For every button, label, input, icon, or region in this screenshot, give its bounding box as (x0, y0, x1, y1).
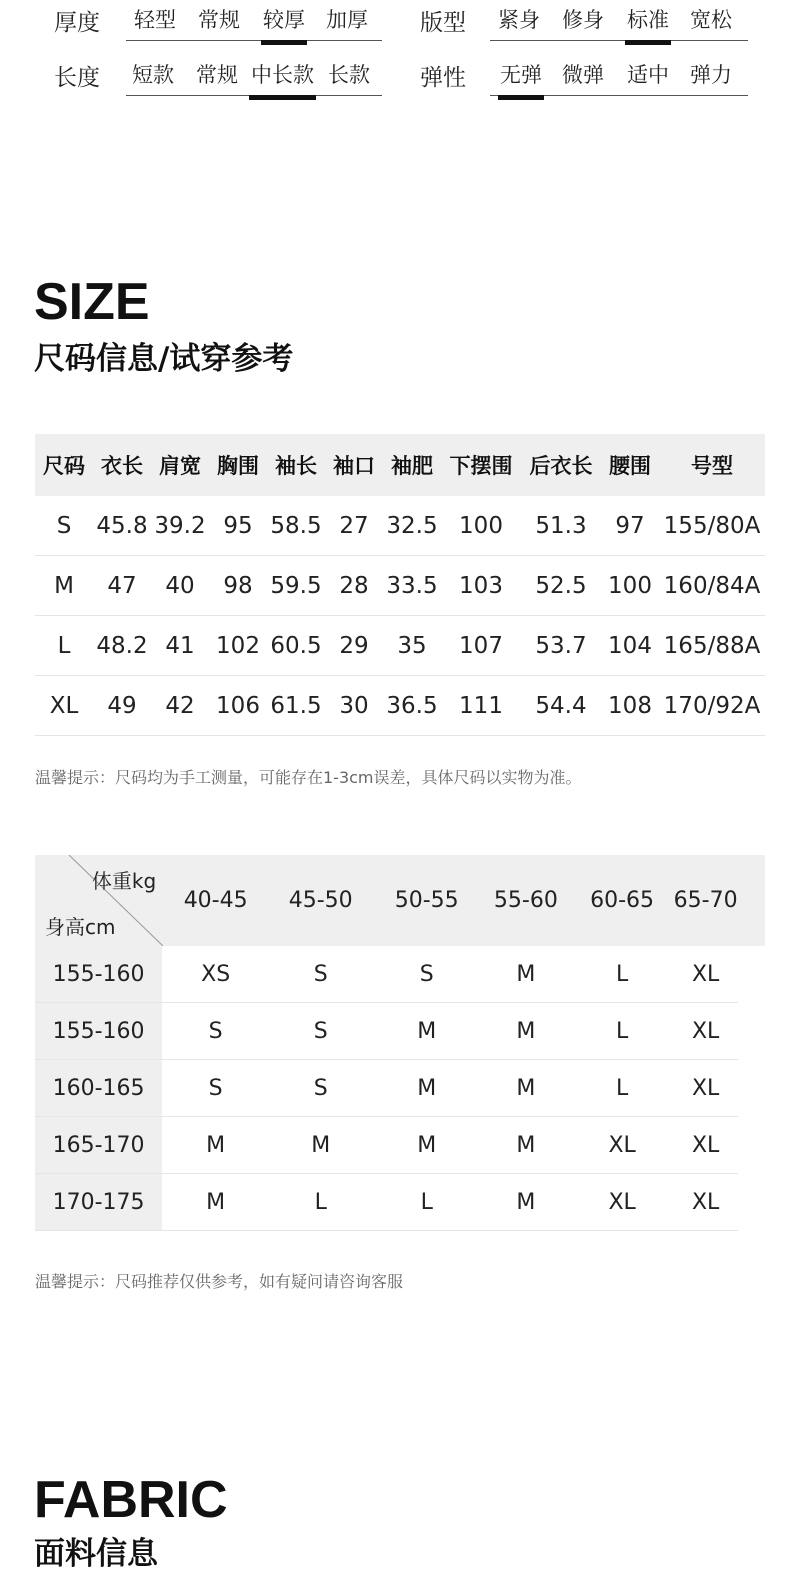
table-cell: 160/84A (659, 556, 765, 616)
size-cell: M (481, 1117, 570, 1174)
attr-option: 弹力 (690, 63, 732, 87)
attr-option-selected: 较厚 (263, 4, 305, 34)
header-cell: 号型 (659, 434, 765, 496)
height-axis-label: 身高cm (45, 915, 116, 939)
weight-header: 55-60 (481, 855, 570, 946)
size-cell: XS (162, 946, 269, 1003)
table-cell: 49 (93, 676, 151, 736)
size-cell: L (372, 1174, 481, 1231)
table-cell: S (35, 496, 93, 556)
header-spacer (738, 855, 765, 946)
size-cell: M (481, 1174, 570, 1231)
header-cell: 下摆围 (441, 434, 521, 496)
table-cell: 48.2 (93, 616, 151, 676)
attr-option: 紧身 (498, 8, 540, 32)
attr-options (126, 55, 382, 96)
header-cell: 尺码 (35, 434, 93, 496)
table-cell: 98 (209, 556, 267, 616)
table-cell: 170/92A (659, 676, 765, 736)
size-table-header (35, 434, 765, 496)
size-cell: M (481, 946, 570, 1003)
table-row (35, 946, 765, 1003)
attr-option: 加厚 (326, 8, 368, 32)
size-cell: L (571, 1060, 674, 1117)
size-cell: L (571, 1003, 674, 1060)
table-cell: 27 (325, 496, 383, 556)
header-cell: 肩宽 (151, 434, 209, 496)
attr-thickness (0, 0, 400, 40)
size-cell: M (372, 1060, 481, 1117)
table-cell: 53.7 (521, 616, 601, 676)
size-cell: XL (674, 1060, 738, 1117)
attr-option: 适中 (627, 63, 669, 87)
size-cell: M (481, 1060, 570, 1117)
row-spacer (738, 1174, 765, 1231)
table-cell: 107 (441, 616, 521, 676)
table-cell: 35 (383, 616, 441, 676)
weight-header: 40-45 (162, 855, 269, 946)
table-cell: 104 (601, 616, 659, 676)
table-cell: 60.5 (267, 616, 325, 676)
table-row (35, 1174, 765, 1231)
size-table (35, 434, 765, 736)
table-row (35, 1003, 765, 1060)
table-cell: 41 (151, 616, 209, 676)
attr-options (126, 0, 382, 41)
table-cell: 103 (441, 556, 521, 616)
table-cell: 47 (93, 556, 151, 616)
size-cell: XL (571, 1174, 674, 1231)
table-cell: 39.2 (151, 496, 209, 556)
size-cell: S (372, 946, 481, 1003)
size-cell: L (269, 1174, 372, 1231)
attr-option-selected: 标准 (627, 4, 669, 34)
table-cell: 51.3 (521, 496, 601, 556)
size-cell: XL (674, 1003, 738, 1060)
table-cell: 95 (209, 496, 267, 556)
attr-option: 微弹 (562, 63, 604, 87)
size-cell: M (162, 1117, 269, 1174)
table-cell: 42 (151, 676, 209, 736)
table-cell: 36.5 (383, 676, 441, 736)
attr-label: 厚度 (54, 10, 100, 36)
size-cell: XL (674, 1117, 738, 1174)
attr-length (0, 55, 400, 95)
height-cell: 165-170 (35, 1117, 162, 1174)
header-cell: 衣长 (93, 434, 151, 496)
table-row (35, 616, 765, 676)
size-cell: M (372, 1117, 481, 1174)
attr-label: 版型 (420, 10, 466, 36)
attr-options (490, 55, 748, 96)
table-cell: 111 (441, 676, 521, 736)
height-cell: 160-165 (35, 1060, 162, 1117)
row-spacer (738, 946, 765, 1003)
size-recommendation-table (35, 855, 765, 1231)
size-cell: M (481, 1003, 570, 1060)
table-cell: XL (35, 676, 93, 736)
size-cell: S (269, 1060, 372, 1117)
size-cell: S (269, 946, 372, 1003)
attr-option: 宽松 (690, 8, 732, 32)
weight-header: 45-50 (269, 855, 372, 946)
attr-elasticity (400, 55, 800, 95)
attr-fit (400, 0, 800, 40)
attr-option-selected: 无弹 (500, 59, 542, 89)
header-cell: 胸围 (209, 434, 267, 496)
height-cell: 170-175 (35, 1174, 162, 1231)
table-row (35, 1117, 765, 1174)
table-cell: 52.5 (521, 556, 601, 616)
rec-corner-cell (35, 855, 162, 946)
attr-option: 修身 (562, 8, 604, 32)
size-cell: S (162, 1060, 269, 1117)
size-section-title: SIZE (34, 273, 150, 331)
row-spacer (738, 1117, 765, 1174)
table-cell: 59.5 (267, 556, 325, 616)
size-cell: L (571, 946, 674, 1003)
table-cell: 58.5 (267, 496, 325, 556)
header-cell: 袖口 (325, 434, 383, 496)
attr-option-selected: 中长款 (251, 59, 314, 89)
table-cell: 108 (601, 676, 659, 736)
attr-option: 常规 (196, 63, 238, 87)
header-cell: 腰围 (601, 434, 659, 496)
size-cell: M (372, 1003, 481, 1060)
weight-axis-label: 体重kg (91, 869, 157, 893)
table-cell: 33.5 (383, 556, 441, 616)
recommendation-note: 温馨提示：尺码推荐仅供参考，如有疑问请咨询客服 (35, 1272, 404, 1291)
size-cell: XL (674, 1174, 738, 1231)
size-cell: M (269, 1117, 372, 1174)
table-cell: 32.5 (383, 496, 441, 556)
table-cell: 100 (601, 556, 659, 616)
table-cell: 97 (601, 496, 659, 556)
table-cell: L (35, 616, 93, 676)
size-note: 温馨提示：尺码均为手工测量，可能存在1-3cm误差，具体尺码以实物为准。 (35, 768, 582, 787)
table-row (35, 676, 765, 736)
table-cell: 100 (441, 496, 521, 556)
table-cell: 106 (209, 676, 267, 736)
table-cell: 54.4 (521, 676, 601, 736)
fabric-section-title: FABRIC (34, 1471, 228, 1529)
table-cell: 30 (325, 676, 383, 736)
attr-option: 轻型 (134, 8, 176, 32)
weight-header: 50-55 (372, 855, 481, 946)
size-cell: XL (674, 946, 738, 1003)
table-cell: 29 (325, 616, 383, 676)
size-cell: S (269, 1003, 372, 1060)
size-cell: M (162, 1174, 269, 1231)
size-section-subtitle: 尺码信息/试穿参考 (34, 341, 294, 377)
size-cell: S (162, 1003, 269, 1060)
height-cell: 155-160 (35, 1003, 162, 1060)
attr-options (490, 0, 748, 41)
table-cell: 28 (325, 556, 383, 616)
row-spacer (738, 1060, 765, 1117)
table-row (35, 1060, 765, 1117)
attr-option: 短款 (132, 63, 174, 87)
row-spacer (738, 1003, 765, 1060)
table-cell: 102 (209, 616, 267, 676)
attr-label: 弹性 (420, 65, 466, 91)
header-cell: 袖长 (267, 434, 325, 496)
attr-label: 长度 (54, 65, 100, 91)
header-cell: 后衣长 (521, 434, 601, 496)
height-cell: 155-160 (35, 946, 162, 1003)
table-cell: 165/88A (659, 616, 765, 676)
attr-option: 常规 (198, 8, 240, 32)
size-cell: XL (571, 1117, 674, 1174)
attr-option: 长款 (328, 63, 370, 87)
table-cell: 45.8 (93, 496, 151, 556)
rec-header-row (35, 855, 765, 946)
table-row (35, 496, 765, 556)
table-cell: M (35, 556, 93, 616)
table-cell: 40 (151, 556, 209, 616)
table-row (35, 556, 765, 616)
table-cell: 61.5 (267, 676, 325, 736)
weight-header: 65-70 (674, 855, 738, 946)
header-cell: 袖肥 (383, 434, 441, 496)
table-cell: 155/80A (659, 496, 765, 556)
weight-header: 60-65 (571, 855, 674, 946)
fabric-section-subtitle: 面料信息 (34, 1536, 158, 1572)
